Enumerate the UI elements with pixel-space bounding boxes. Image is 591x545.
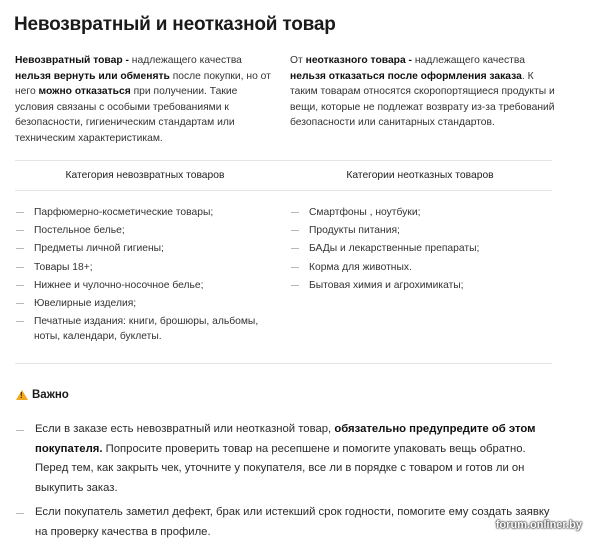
important-note: [16, 420, 550, 498]
dash-bullet: [16, 513, 24, 514]
important-label: Важно: [32, 389, 69, 401]
watermark: forum.onliner.by: [495, 519, 582, 531]
note-bold: обязательно предупредите об этом покупателя.: [35, 423, 536, 455]
intro-text: . К таким товарам относятся скоропортящиеся продукты и вещи, которые не подлежат возврату из-за требований безопасности или санитарных стандартов.: [290, 70, 555, 128]
intro-text: От: [290, 55, 306, 66]
divider: [15, 190, 552, 191]
dash-bullet: [16, 303, 24, 304]
list-item: Ювелирные изделия;: [16, 296, 278, 311]
list-item: БАДы и лекарственные препараты;: [291, 241, 553, 256]
list-item: Товары 18+;: [16, 260, 278, 275]
non-refusable-list: [291, 205, 553, 296]
note-text: Попросите проверить товар на ресепшене и помогите упаковать вещь обратно. Перед тем, как закрыть чек, уточните у покупателя, все ли в порядке с товаром и готов ли он выкупить заказ.: [35, 442, 526, 494]
list-item: Постельное белье;: [16, 223, 278, 238]
list-item: Нижнее и чулочно-носочное белье;: [16, 278, 278, 293]
intro-text: после покупки, но от него: [15, 70, 271, 97]
page-title: Невозвратный и неотказной товар: [14, 14, 336, 35]
dash-bullet: [291, 230, 299, 231]
list-item: Продукты питания;: [291, 223, 553, 238]
divider: [15, 363, 552, 364]
important-heading: [16, 389, 69, 401]
dash-bullet: [291, 212, 299, 213]
non-returnable-intro: [15, 53, 273, 146]
dash-bullet: [291, 285, 299, 286]
dash-bullet: [291, 248, 299, 249]
list-item: Предметы личной гигиены;: [16, 241, 278, 256]
intro-bold-term: Невозвратный товар -: [15, 55, 129, 66]
dash-bullet: [16, 212, 24, 213]
note-text: Если в заказе есть невозвратный или неотказной товар,: [35, 423, 335, 435]
list-item: Печатные издания: книги, брошюры, альбомы, ноты, календари, буклеты.: [16, 314, 278, 344]
non-refusable-intro: [290, 53, 556, 131]
divider: [15, 160, 552, 161]
non-returnable-list: [16, 205, 278, 347]
list-item: Бытовая химия и агрохимикаты;: [291, 278, 553, 293]
non-returnable-category-header: Категория невозвратных товаров: [65, 170, 225, 181]
dash-bullet: [16, 430, 24, 431]
intro-bold: можно отказаться: [38, 86, 131, 97]
dash-bullet: [291, 267, 299, 268]
list-item: Корма для животных.: [291, 260, 553, 275]
list-item: Смартфоны , ноутбуки;: [291, 205, 553, 220]
intro-bold-term: неотказного товара -: [305, 55, 412, 66]
list-item: Парфюмерно-косметические товары;: [16, 205, 278, 220]
warning-icon: [16, 390, 28, 400]
dash-bullet: [16, 321, 24, 322]
dash-bullet: [16, 267, 24, 268]
dash-bullet: [16, 285, 24, 286]
intro-text: надлежащего качества: [128, 55, 242, 66]
important-note: [16, 503, 550, 542]
intro-bold: нельзя вернуть или обменять: [15, 70, 170, 82]
intro-text: при получении. Такие условия связаны с особыми требованиями к безопасности, гигиеническим стандартам или техническим характеристикам.: [15, 86, 238, 144]
intro-text: надлежащего качества: [411, 55, 525, 66]
dash-bullet: [16, 230, 24, 231]
note-text: Если покупатель заметил дефект, брак или истекший срок годности, помогите ему создать заявку на проверку качества в профиле.: [35, 506, 550, 538]
non-refusable-category-header: Категории неотказных товаров: [346, 170, 494, 181]
dash-bullet: [16, 248, 24, 249]
intro-bold: нельзя отказаться после оформления заказа: [290, 70, 522, 82]
